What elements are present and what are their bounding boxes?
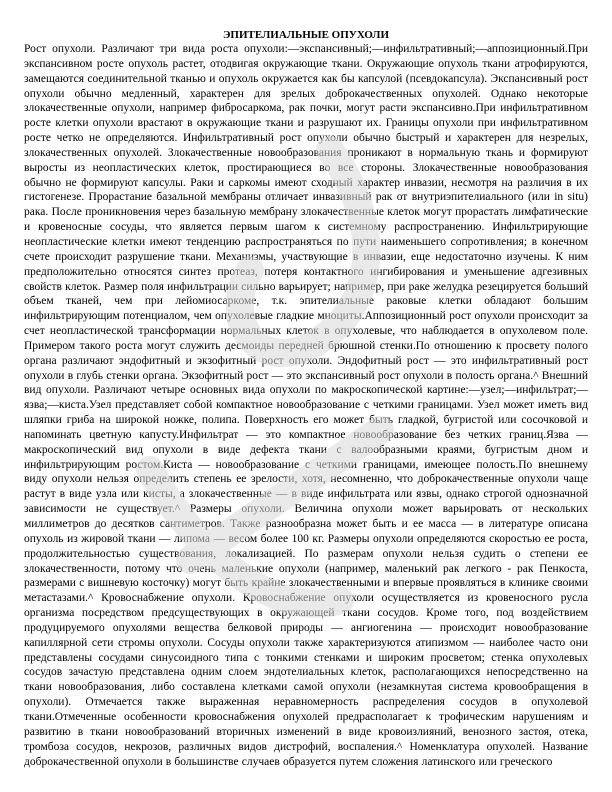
body-paragraph: Рост опухоли. Различают три вида роста опухоли:—экспансивный;—инфильтративный;—аппозиционный.При экспансивном росте опухоль растет, отодвигая окружающие ткани. Окружающие опухоль ткани атрофируются, замещаются соединительной тканью и опухоль окружается как бы капсулой (псевдокапсула). Экспансивный рост опухоли обычно медленный, характерен для зрелых доброкачественных опухолей. Однако некоторые злокачественные опухоли, например фибросаркома, рак почки, могут расти экспансивно.При инфильтративном росте клетки опухоли врастают в окружающие ткани и разрушают их. Границы опухоли при инфильтративном росте четко не определяются. Инфильтративный рост опухоли обычно быстрый и характерен для незрелых, злокачественных опухолей. Злокачественные новообразования проникают в нормальную ткань и формируют выросты из неопластических клеток, простирающиеся во все стороны. Злокачественные новообразования обычно не формируют капсулы. Раки и саркомы имеют сходный характер инвазии, несмотря на различия в их гистогенезе. Прорастание базальной мембраны отличает инвазивный рак от внутриэпителиального (или in situ) рака. После проникновения через базальную мембрану злокачественные клеток могут прорастать лимфатические и кровеносные сосуды, что является первым шагом к системному распространению. Инфильтрирующие неопластические клетки имеют тенденцию распространяться по пути наименьшего сопротивления; в конечном счете происходит разрушение ткани. Механизмы, участвующие в инвазии, еще недостаточно изучены. К ним предположительно относятся синтез протеаз, потеря контактного ингибирования и уменьшение адгезивных свойств клеток. Размер поля инфильтрации сильно варьирует; например, при раке желудка резецируется больший объем тканей, чем при лейомиосаркоме, т.к. эпителиальные раковые клетки обладают большим инфильтрирующим потенциалом, чем опухолевые гладкие миоциты.Аппозиционный рост опухоли происходит за счет неопластической трансформации нормальных клеток в опухолевые, что наблюдается в опухолевом поле. Примером такого роста могут служить десмоиды передней брюшной стенки.По отношению к просвету полого органа различают эндофитный и экзофитный рост опухоли. Эндофитный рост — это инфильтративный рост опухоли в глубь стенки органа. Экзофитный рост — это экспансивный рост опухоли в полость органа.^ Внешний вид опухоли. Различают четыре основных вида опухоли по макроскопической картине:—узел;—инфильтрат;—язва;—киста.Узел представляет собой компактное новообразование с четкими границами. Узел может иметь вид шляпки гриба на широкой ножке, полипа. Поверхность его может быть гладкой, бугристой или сосочковой и напоминать цветную капусту.Инфильтрат — это компактное новообразование без четких границ.Язва — макроскопический вид опухоли в виде дефекта ткани с валообразными краями, бугристым дном и инфильтрирующим ростом.Киста — новообразование с четкими границами, имеющее полость.По внешнему виду опухоли нельзя определить степень ее зрелости, хотя, несомненно, что доброкачественные опухоли чаще растут в виде узла или кисты, а злокачественные — в виде инфильтрата или язвы, однако строгой однозначной зависимости не существует.^ Размеры опухоли. Величина опухоли может варьировать от нескольких миллиметров до десятков сантиметров. Также разнообразна может быть и ее масса — в литературе описана опухоль из жировой ткани — липома — весом более 100 кг. Размеры опухоли определяются скоростью ее роста, продолжительностью существования, локализацией. По размерам опухоли нельзя судить о степени ее злокачественности, потому что очень маленькие опухоли (например, маленький рак легкого - рак Пенкоста, размерами с вишневую косточку) могут быть крайне злокачественными и впервые проявляться в клинике своими метастазами.^ Кровоснабжение опухоли. Кровоснабжение опухоли осуществляется из кровеносного русла организма посредством предсуществующих в окружающей ткани сосудов. Кроме того, под воздействием продуцируемого опухолями вещества белковой природы — ангиогенина — происходит новообразование капиллярной сети стромы опухоли. Сосуды опухоли также характеризуются атипизмом — наиболее часто они представлены сосудами синусоидного типа с тонкими стенками и широким просветом; стенка опухолевых сосудов зачастую представлена одним слоем эндотелиальных клеток, располагающихся непосредственно на ткани новообразования, либо составлена клетками самой опухоли (незамкнутая система кровообращения в опухоли). Отмечается также выраженная неравномерность распределения сосудов в опухолевой ткани.Отмеченные особенности кровоснабжения опухолей предрасполагает к трофическим нарушениям и развитию в ткани новообразований вторичных изменений в виде кровоизлияний, венозного застоя, отека, тромбоза сосудов, некрозов, различных видов дистрофий, воспаления.^ Номенклатура опухолей. Название доброкачественной опухоли в большинстве случаев образуется путем сложения латинского или греческого: [24, 43, 588, 768]
document-body: [24, 42, 588, 792]
document-title: ЭПИТЕЛИАЛЬНЫЕ ОПУХОЛИ: [222, 29, 390, 41]
